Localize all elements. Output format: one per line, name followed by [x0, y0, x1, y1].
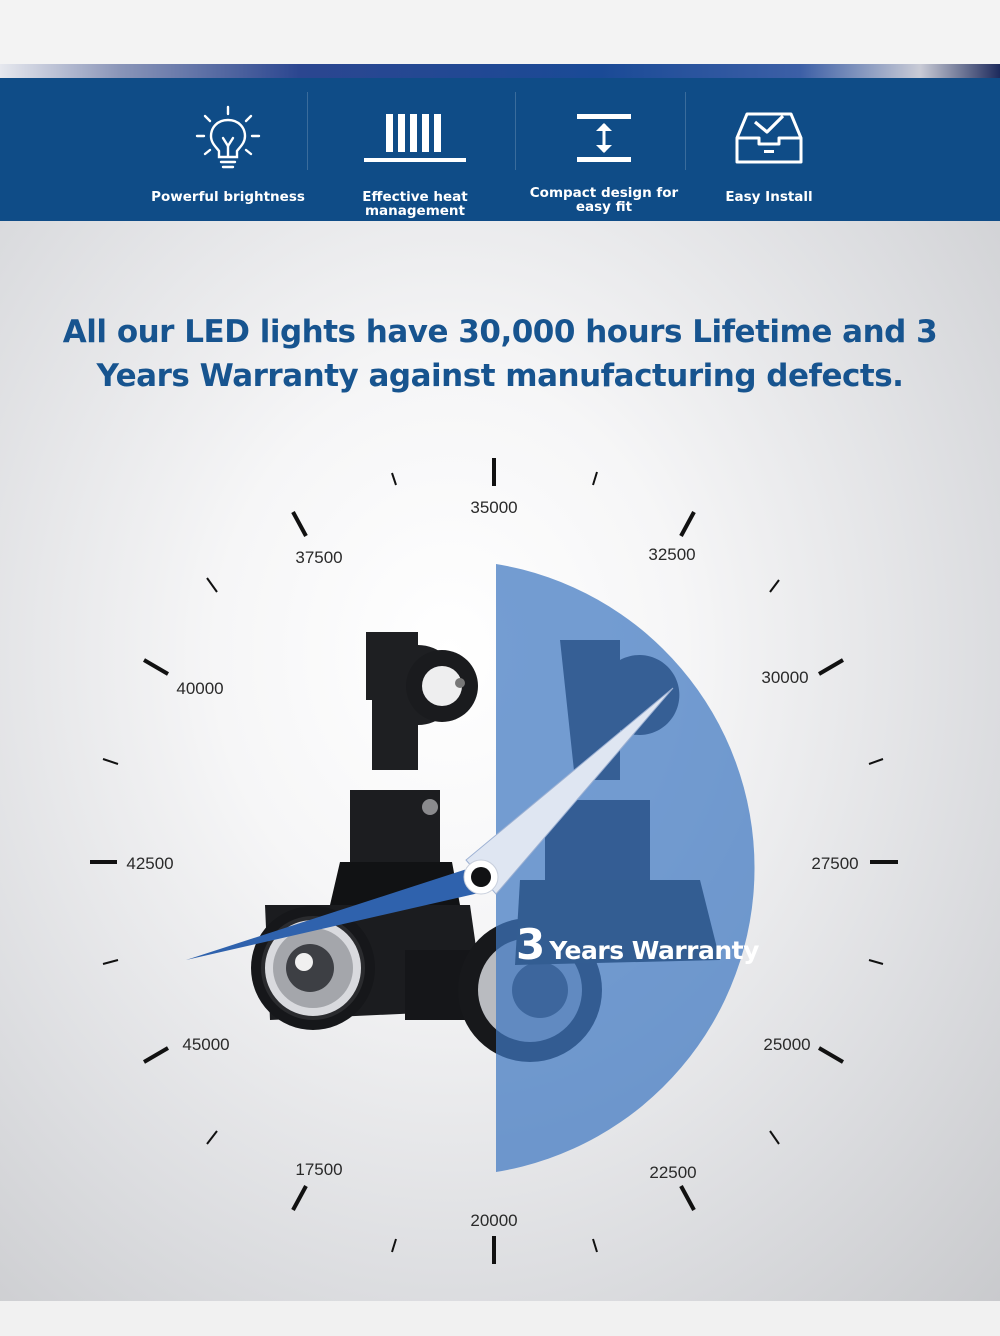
gauge-label: 20000	[470, 1211, 518, 1230]
gauge-label: 22500	[649, 1163, 697, 1182]
headline-line1: All our LED lights have 30,000 hours Lifetime and 3	[62, 314, 938, 350]
gauge-label: 25000	[763, 1035, 811, 1054]
warranty-text: Years Warranty	[549, 936, 759, 965]
gauge-label: 40000	[176, 679, 224, 698]
gauge-label: 32500	[648, 545, 696, 564]
gauge-label: 17500	[295, 1160, 343, 1179]
warranty-label	[516, 920, 759, 969]
bottom-margin	[0, 1301, 1000, 1336]
feature-label: Powerful brightness	[151, 189, 305, 205]
gauge-label: 45000	[182, 1035, 230, 1054]
feature-label: Easy Install	[725, 189, 813, 205]
warranty-overlay	[496, 564, 755, 1172]
warranty-number: 3	[516, 920, 546, 969]
gauge-label: 37500	[295, 548, 343, 567]
gauge-label: 27500	[811, 854, 859, 873]
gauge-label: 30000	[761, 668, 809, 687]
feature-label-line2: easy fit	[575, 199, 633, 215]
feature-label-line1: Compact design for	[529, 185, 679, 201]
gauge-label: 35000	[470, 498, 518, 517]
headline-line2: Years Warranty against manufacturing defects.	[96, 358, 904, 394]
feature-label: Effective heat management	[362, 189, 468, 219]
gauge-label: 42500	[126, 854, 174, 873]
